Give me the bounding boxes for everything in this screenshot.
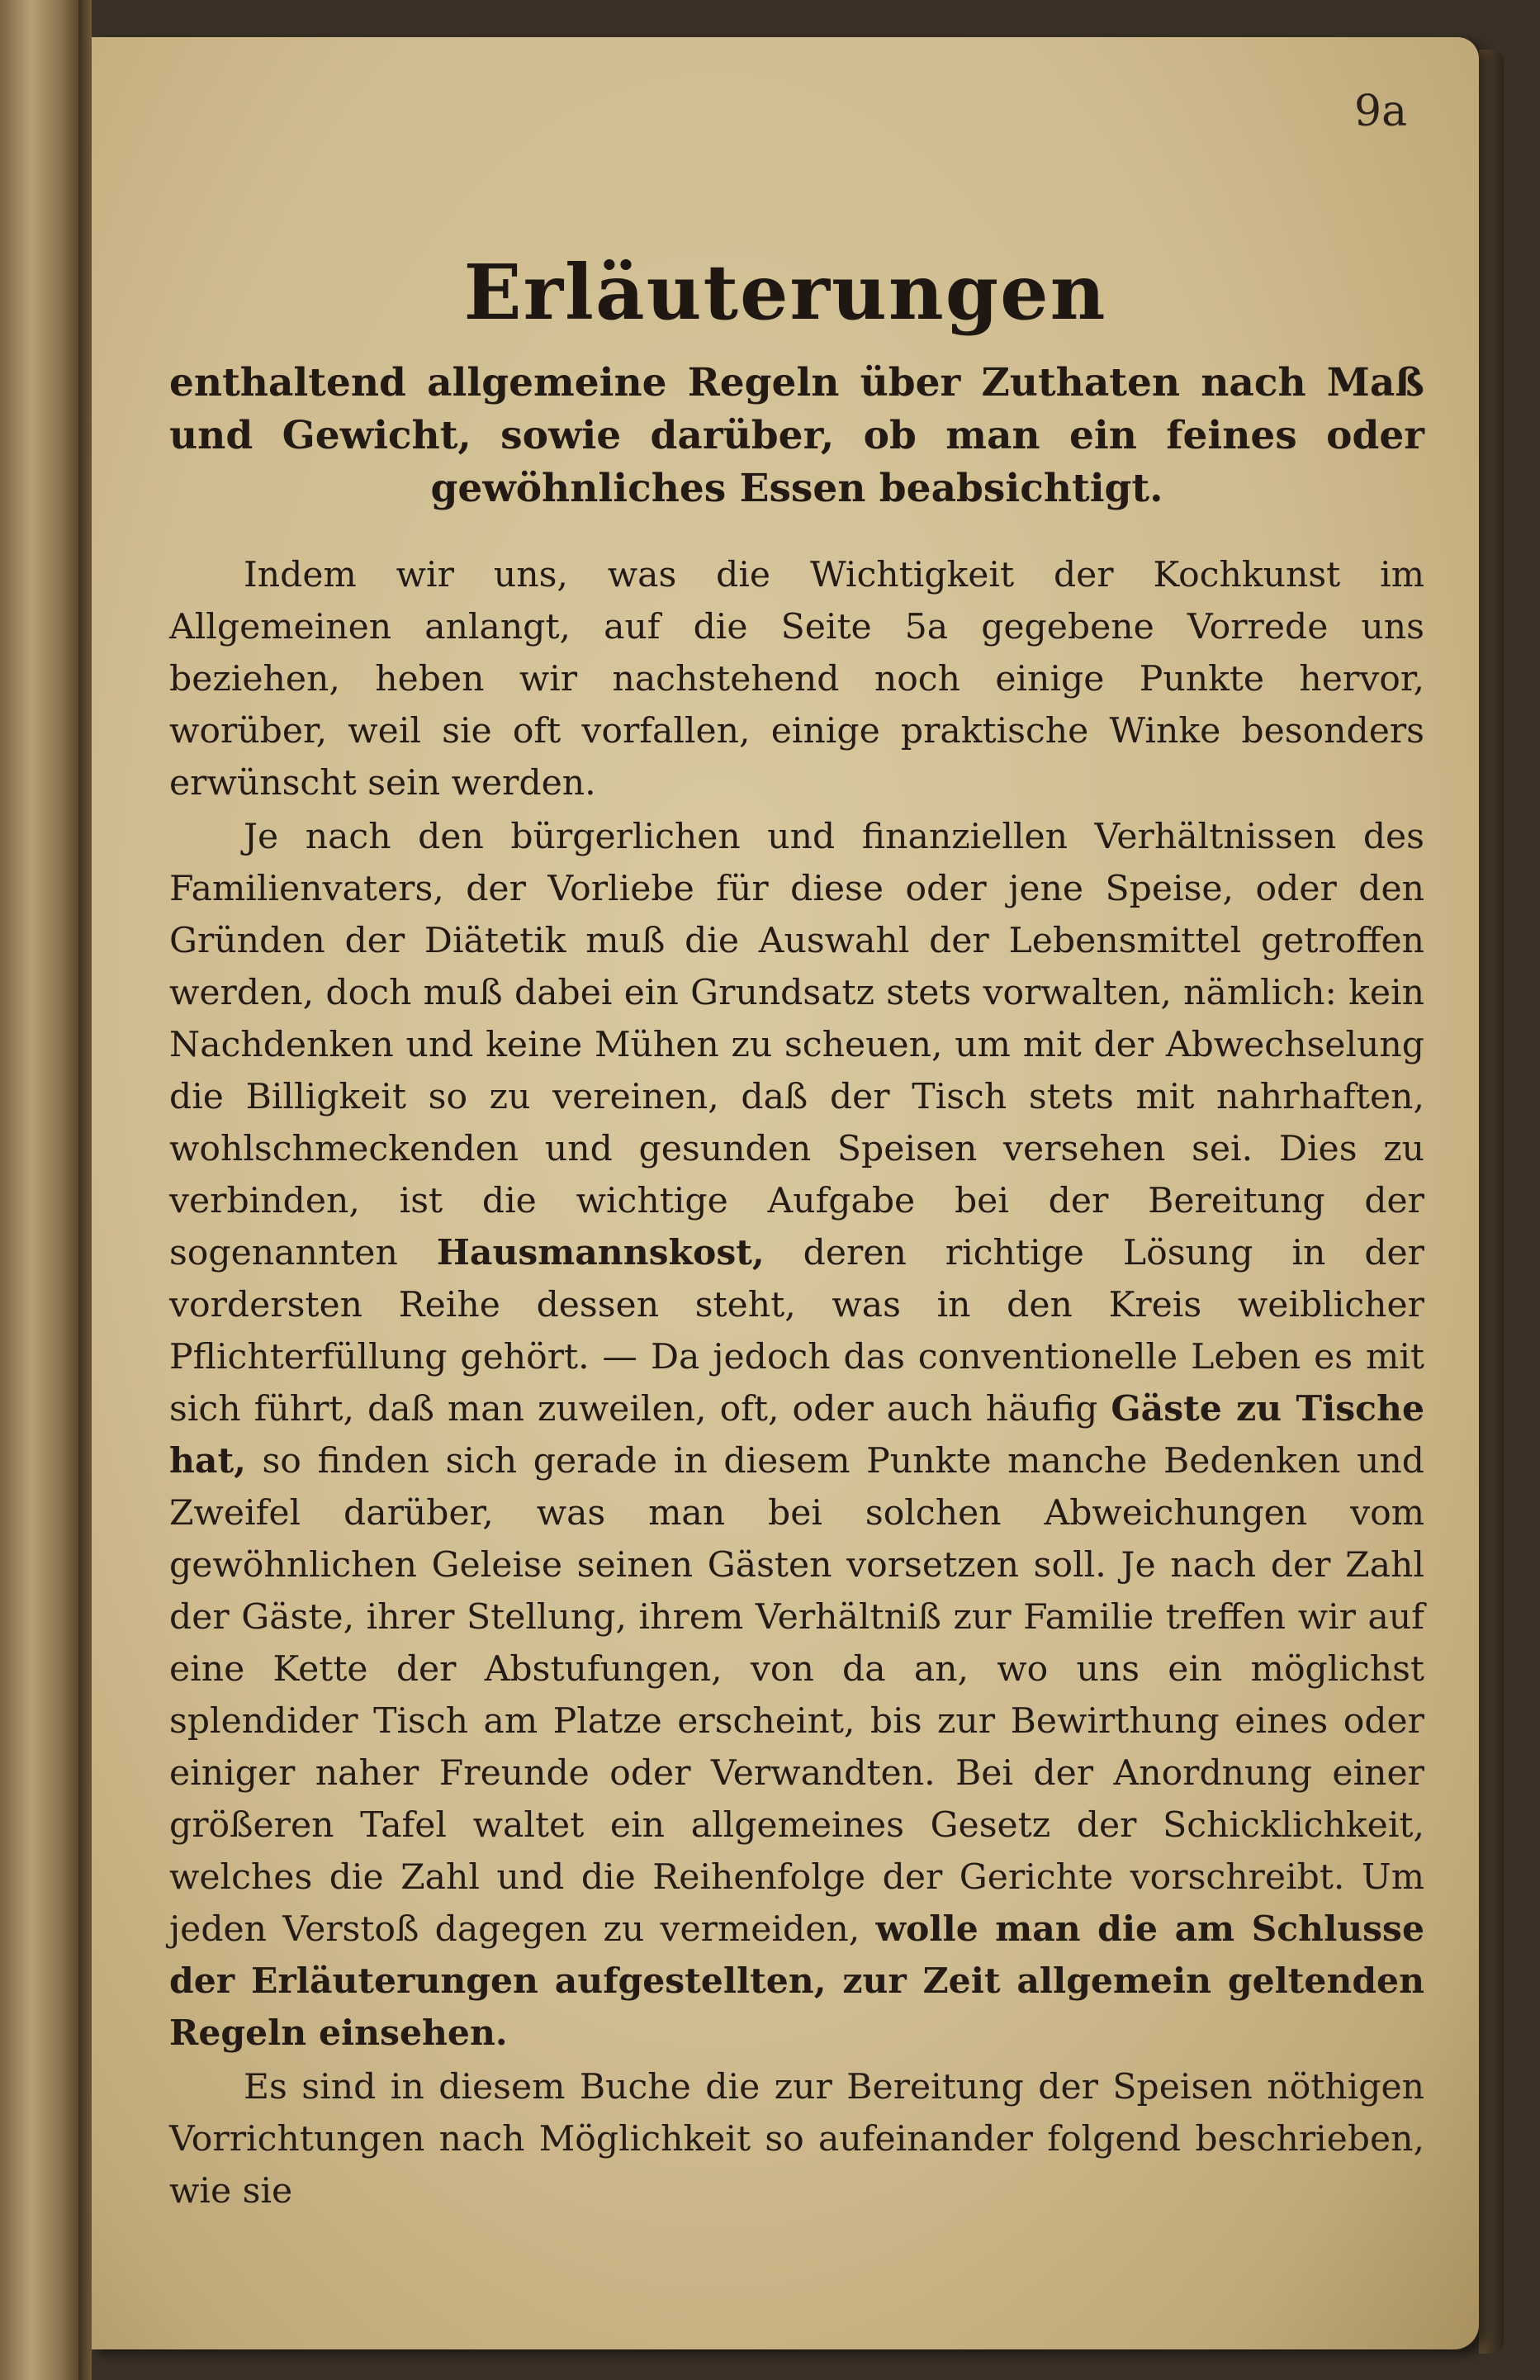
page-stack-edge bbox=[1479, 50, 1504, 2354]
page-number: 9a bbox=[1354, 87, 1408, 136]
body-text bbox=[169, 549, 1424, 2217]
paragraph-3: Es sind in diesem Buche die zur Bereitung der Speisen nöthigen Vorrichtungen nach Möglichkeit so aufeinander folgend beschrieben, wie sie bbox=[169, 2067, 1424, 2212]
emphasis-gaeste: Gäste zu Tische hat, bbox=[169, 1388, 1424, 1482]
emphasis-hausmannskost: Hausmannskost, bbox=[436, 1232, 765, 1273]
page-heading: Erläuterungen bbox=[463, 248, 1107, 337]
emphasis-regeln: wolle man die am Schlusse der Erläuterungen aufgestellten, zur Zeit allgemein geltenden Regeln einsehen. bbox=[169, 1908, 1425, 2054]
paragraph-2-part-a: Je nach den bürgerlichen und finanziellen Verhältnissen des Familienvaters, der Vorliebe für diese oder jene Speise, oder den Gründen der Diätetik muß die Auswahl der Lebensmittel getroffen werden, doch muß dabei ein Grundsatz stets vorwalten, nämlich: kein Nachdenken und keine Mühen zu scheuen, um mit der Abwechselung die Billigkeit so zu vereinen, daß der Tisch stets mit nahrhaften, wohlschmeckenden und gesunden Speisen versehen sei. Dies zu verbinden, ist die wichtige Aufgabe bei der Bereitung der sogenannten bbox=[169, 817, 1424, 1273]
paragraph-2-part-c: so finden sich gerade in diesem Punkte manche Bedenken und Zweifel darüber, was man bei solchen Abweichungen vom gewöhnlichen Geleise seinen Gästen vorsetzen soll. Je nach der Zahl der Gäste, ihrer Stellung, ihrem Verhältniß zur Familie treffen wir auf eine Kette der Abstufungen, von da an, wo uns ein möglichst splendider Tisch am Platze erscheint, bis zur Bewirthung eines oder einiger naher Freunde oder Verwandten. Bei der Anordnung einer größeren Tafel waltet ein allgemeines Gesetz der Schicklichkeit, welches die Zahl und die Reihenfolge der Gerichte vorschreibt. Um jeden Verstoß dagegen zu vermeiden, bbox=[169, 1441, 1424, 1950]
page-subheading: enthaltend allgemeine Regeln über Zuthaten nach Maß und Gewicht, sowie darüber, ob man ein feines oder gewöhnliches Essen beabsichtigt. bbox=[169, 360, 1424, 511]
left-page-edge bbox=[0, 0, 78, 2380]
paragraph-2 bbox=[169, 811, 1424, 2060]
paragraph-2-part-b: deren richtige Lösung in der vordersten Reihe dessen steht, was in den Kreis weiblicher Pflichterfüllung gehört. — Da jedoch das conventionelle Leben es mit sich führt, daß man zuweilen, oft, oder auch häufig bbox=[169, 1233, 1425, 1429]
book-gutter bbox=[78, 0, 92, 2380]
paragraph-1: Indem wir uns, was die Wichtigkeit der Kochkunst im Allgemeinen anlangt, auf die Seite 5a gegebene Vorrede uns beziehen, heben wir nachstehend noch einige Punkte hervor, worüber, weil sie oft vorfallen, einige praktische Winke besonders erwünscht sein werden. bbox=[169, 555, 1424, 804]
